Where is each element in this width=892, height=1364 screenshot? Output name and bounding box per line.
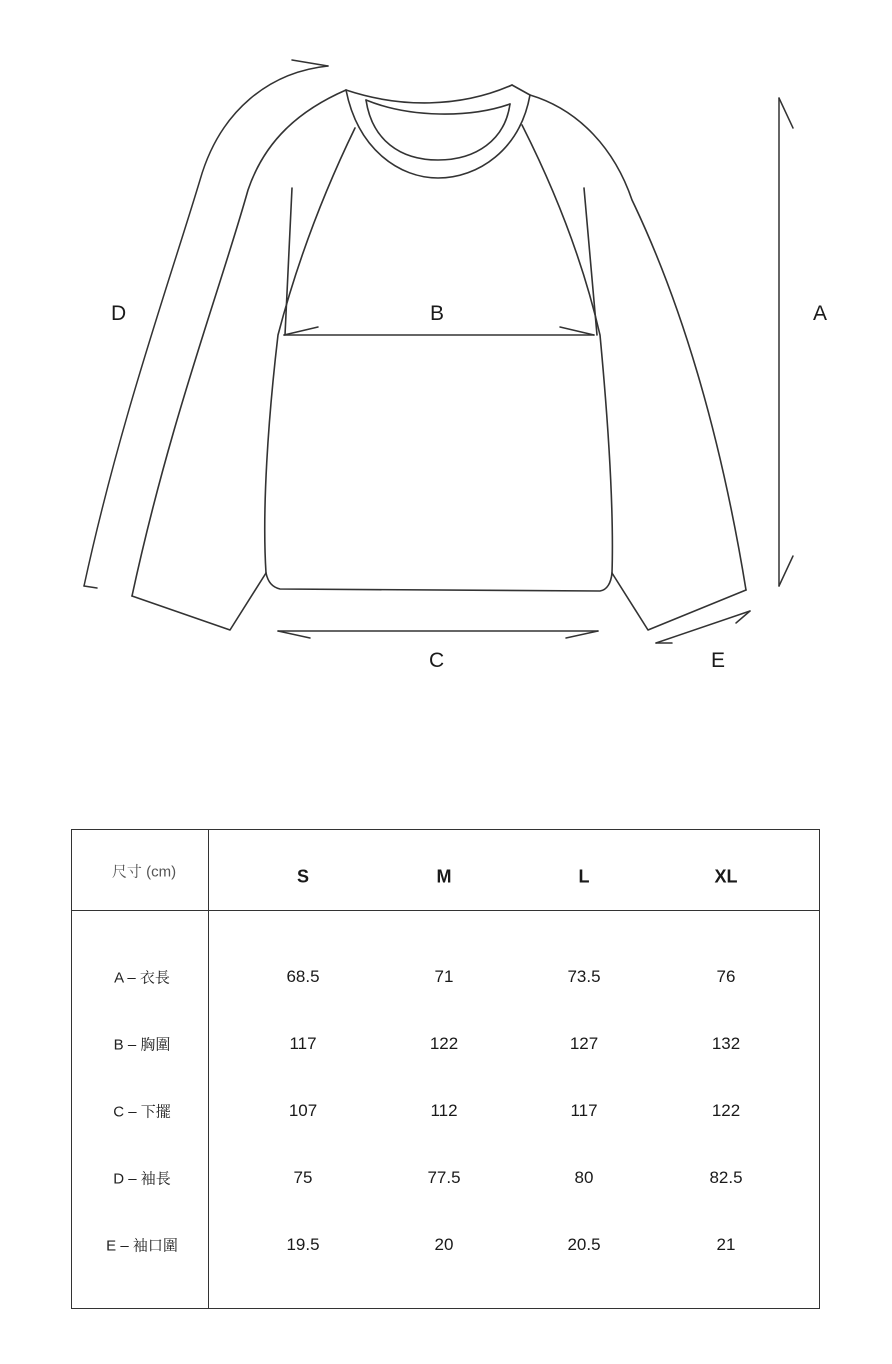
size-header-l: L: [578, 866, 590, 887]
arrow-d-head-top: [292, 60, 328, 66]
body-left-outline: [265, 128, 355, 573]
arrow-d-head-bottom: [84, 586, 97, 588]
table-cell: 75: [293, 1168, 313, 1187]
arrow-c-head-right: [566, 631, 598, 638]
table-cell: 112: [430, 1101, 458, 1120]
row-label-a: A – 衣長: [114, 969, 170, 987]
body-right-outline: [522, 125, 612, 573]
size-header-m: M: [436, 866, 452, 887]
left-sleeve-outer: [132, 90, 346, 596]
label-a: A: [813, 302, 828, 325]
table-cell: 76: [716, 967, 736, 986]
label-c: C: [429, 649, 445, 672]
table-cell: 122: [429, 1034, 459, 1053]
table-cell: 71: [434, 967, 454, 986]
arrow-c-head-left: [278, 631, 310, 638]
row-label-e: E – 袖口圍: [106, 1237, 178, 1255]
arrow-a-head-bottom: [779, 556, 793, 586]
size-header-xl: XL: [714, 866, 738, 887]
guide-right: [584, 188, 597, 335]
arrow-e-line: [656, 611, 750, 643]
table-cell: 20: [434, 1235, 454, 1254]
right-sleeve-outer: [530, 95, 746, 590]
size-header-s: S: [296, 866, 310, 887]
table-cell: 117: [570, 1101, 598, 1120]
neckline-inner: [366, 100, 510, 160]
right-sleeve-cuff: [612, 573, 746, 630]
table-cell: 82.5: [709, 1168, 743, 1187]
table-cell: 21: [716, 1235, 736, 1254]
table-cell: 117: [289, 1034, 317, 1053]
table-header-divider: [72, 910, 819, 911]
row-label-c: C – 下擺: [113, 1103, 171, 1121]
table-cell: 122: [711, 1101, 741, 1120]
size-chart-table: [71, 829, 820, 1309]
label-d: D: [111, 302, 127, 325]
arrow-a-head-top: [779, 98, 793, 128]
table-cell: 19.5: [286, 1235, 320, 1254]
table-cell: 77.5: [427, 1168, 461, 1187]
label-b: B: [430, 302, 445, 325]
row-label-d: D – 袖長: [113, 1170, 171, 1188]
row-label-b: B – 胸圍: [113, 1036, 171, 1054]
neckline-outer: [346, 85, 512, 103]
table-cell: 20.5: [567, 1235, 601, 1254]
unit-header: 尺寸 (cm): [111, 863, 177, 881]
arrow-b-head-left: [284, 327, 318, 335]
table-cell: 80: [574, 1168, 594, 1187]
hem-outline: [266, 573, 612, 591]
neckline-collar: [346, 85, 530, 178]
left-sleeve-cuff: [132, 573, 266, 630]
label-e: E: [711, 649, 726, 672]
table-cell: 127: [569, 1034, 599, 1053]
table-cell: 73.5: [567, 967, 601, 986]
table-cell: 107: [288, 1101, 318, 1120]
table-cell: 68.5: [286, 967, 320, 986]
table-cell: 132: [711, 1034, 741, 1053]
guide-left: [285, 188, 292, 335]
table-column-divider: [208, 830, 209, 1308]
arrow-b-head-right: [560, 327, 594, 335]
